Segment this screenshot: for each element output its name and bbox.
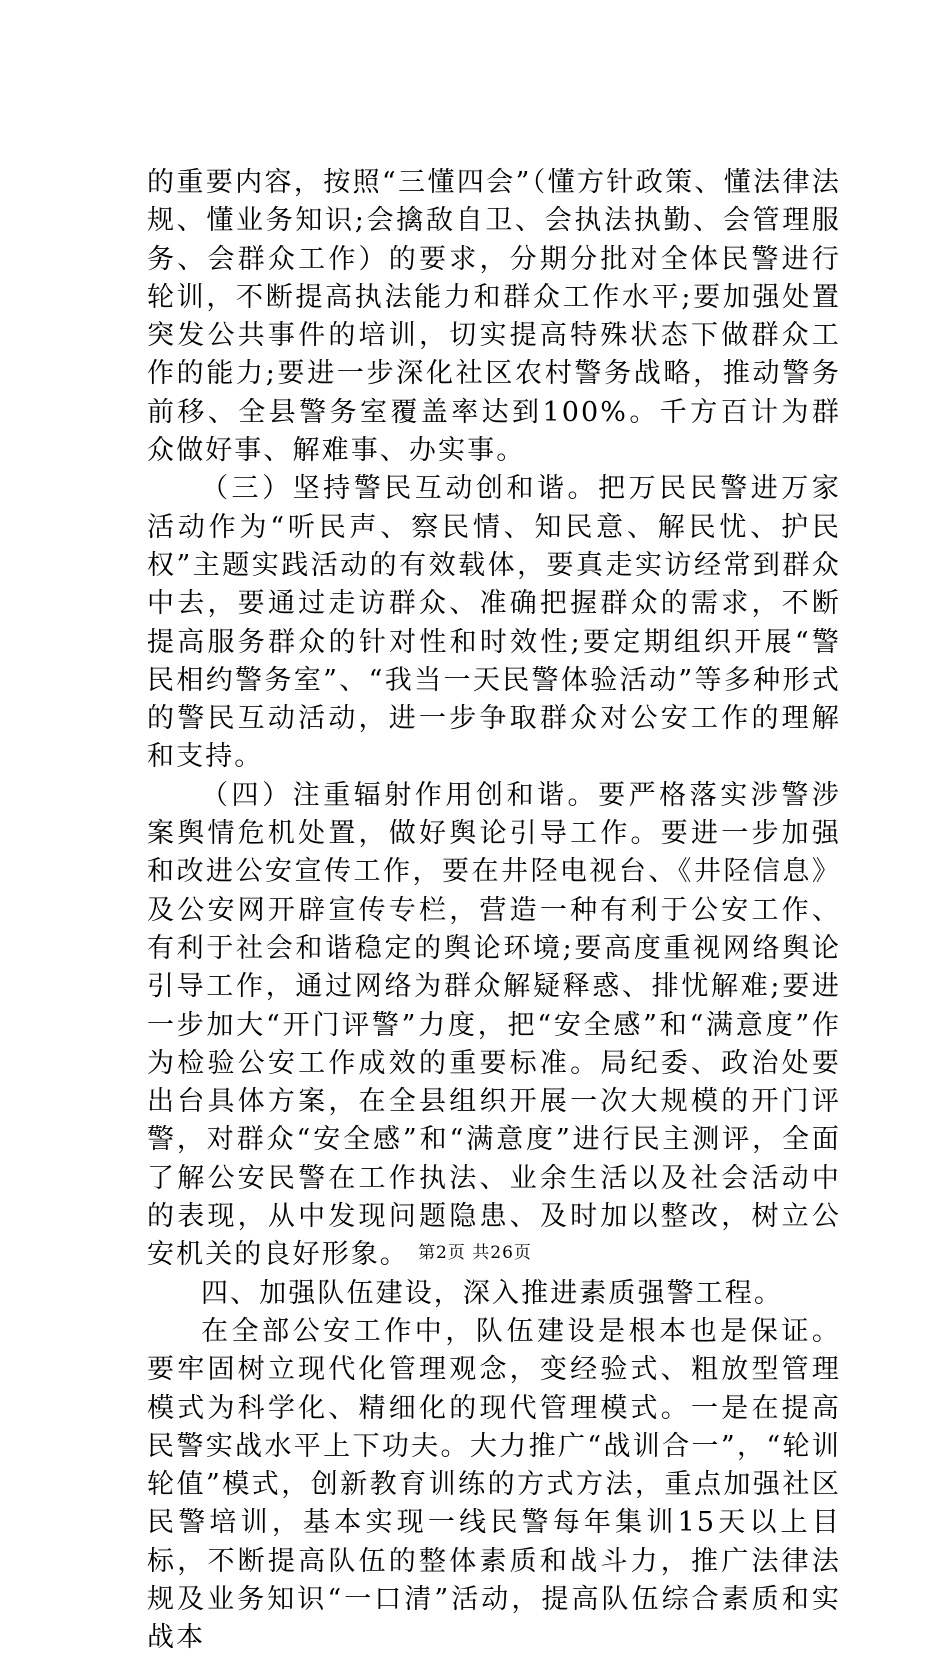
paragraph-team-building: 在全部公安工作中，队伍建设是根本也是保证。要牢固树立现代化管理观念，变经验式、粗放型管理模式为科学化、精细化的现代管理模式。一是在提高民警实战水平上下功夫。大力推广“战训合一”，“轮训轮值”模式，创新教育训练的方式方法，重点加强社区民警培训，基本实现一线民警每年集训15天以上目标，不断提高队伍的整体素质和战斗力，推广法律法规及业务知识“一口清”活动，提高队伍综合素质和实战本 — [147, 1315, 841, 1654]
paragraph-section-three: （三）坚持警民互动创和谐。把万民民警进万家活动作为“听民声、察民情、知民意、解民忧、护民权”主题实践活动的有效载体，要真走实访经常到群众中去，要通过走访群众、准确把握群众的需求，不断提高服务群众的针对性和时效性;要定期组织开展“警民相约警务室”、“我当一天民警体验活动”等多种形式的警民互动活动，进一步争取群众对公安工作的理解和支持。 — [147, 473, 841, 773]
page-number-footer: 第2页 共26页 — [418, 1243, 532, 1263]
paragraph-continuation: 的重要内容，按照“三懂四会”（懂方针政策、懂法律法规、懂业务知识;会擒敌自卫、会执法执勤、会管理服务、会群众工作）的要求，分期分批对全体民警进行轮训，不断提高执法能力和群众工作水平;要加强处置突发公共事件的培训，切实提高特殊状态下做群众工作的能力;要进一步深化社区农村警务战略，推动警务前移、全县警务室覆盖率达到100%。千方百计为群众做好事、解难事、办实事。 — [147, 167, 841, 467]
section-heading-four: 四、加强队伍建设，深入推进素质强警工程。 — [201, 1277, 783, 1309]
paragraph-section-four: （四）注重辐射作用创和谐。要严格落实涉警涉案舆情危机处置，做好舆论引导工作。要进一步加强和改进公安宣传工作，要在井陉电视台、《井陉信息》及公安网开辟宣传专栏，营造一种有利于公安工作、有利于社会和谐稳定的舆论环境;要高度重视网络舆论引导工作，通过网络为群众解疑释惑、排忧解难;要进一步加大“开门评警”力度，把“安全感”和“满意度”作为检验公安工作成效的重要标准。局纪委、政治处要出台具体方案，在全县组织开展一次大规模的开门评警，对群众“安全感”和“满意度”进行民主测评，全面了解公安民警在工作执法、业余生活以及社会活动中的表现，从中发现问题隐患、及时加以整改，树立公安机关的良好形象。 — [147, 779, 841, 1271]
document-body — [147, 164, 841, 1658]
